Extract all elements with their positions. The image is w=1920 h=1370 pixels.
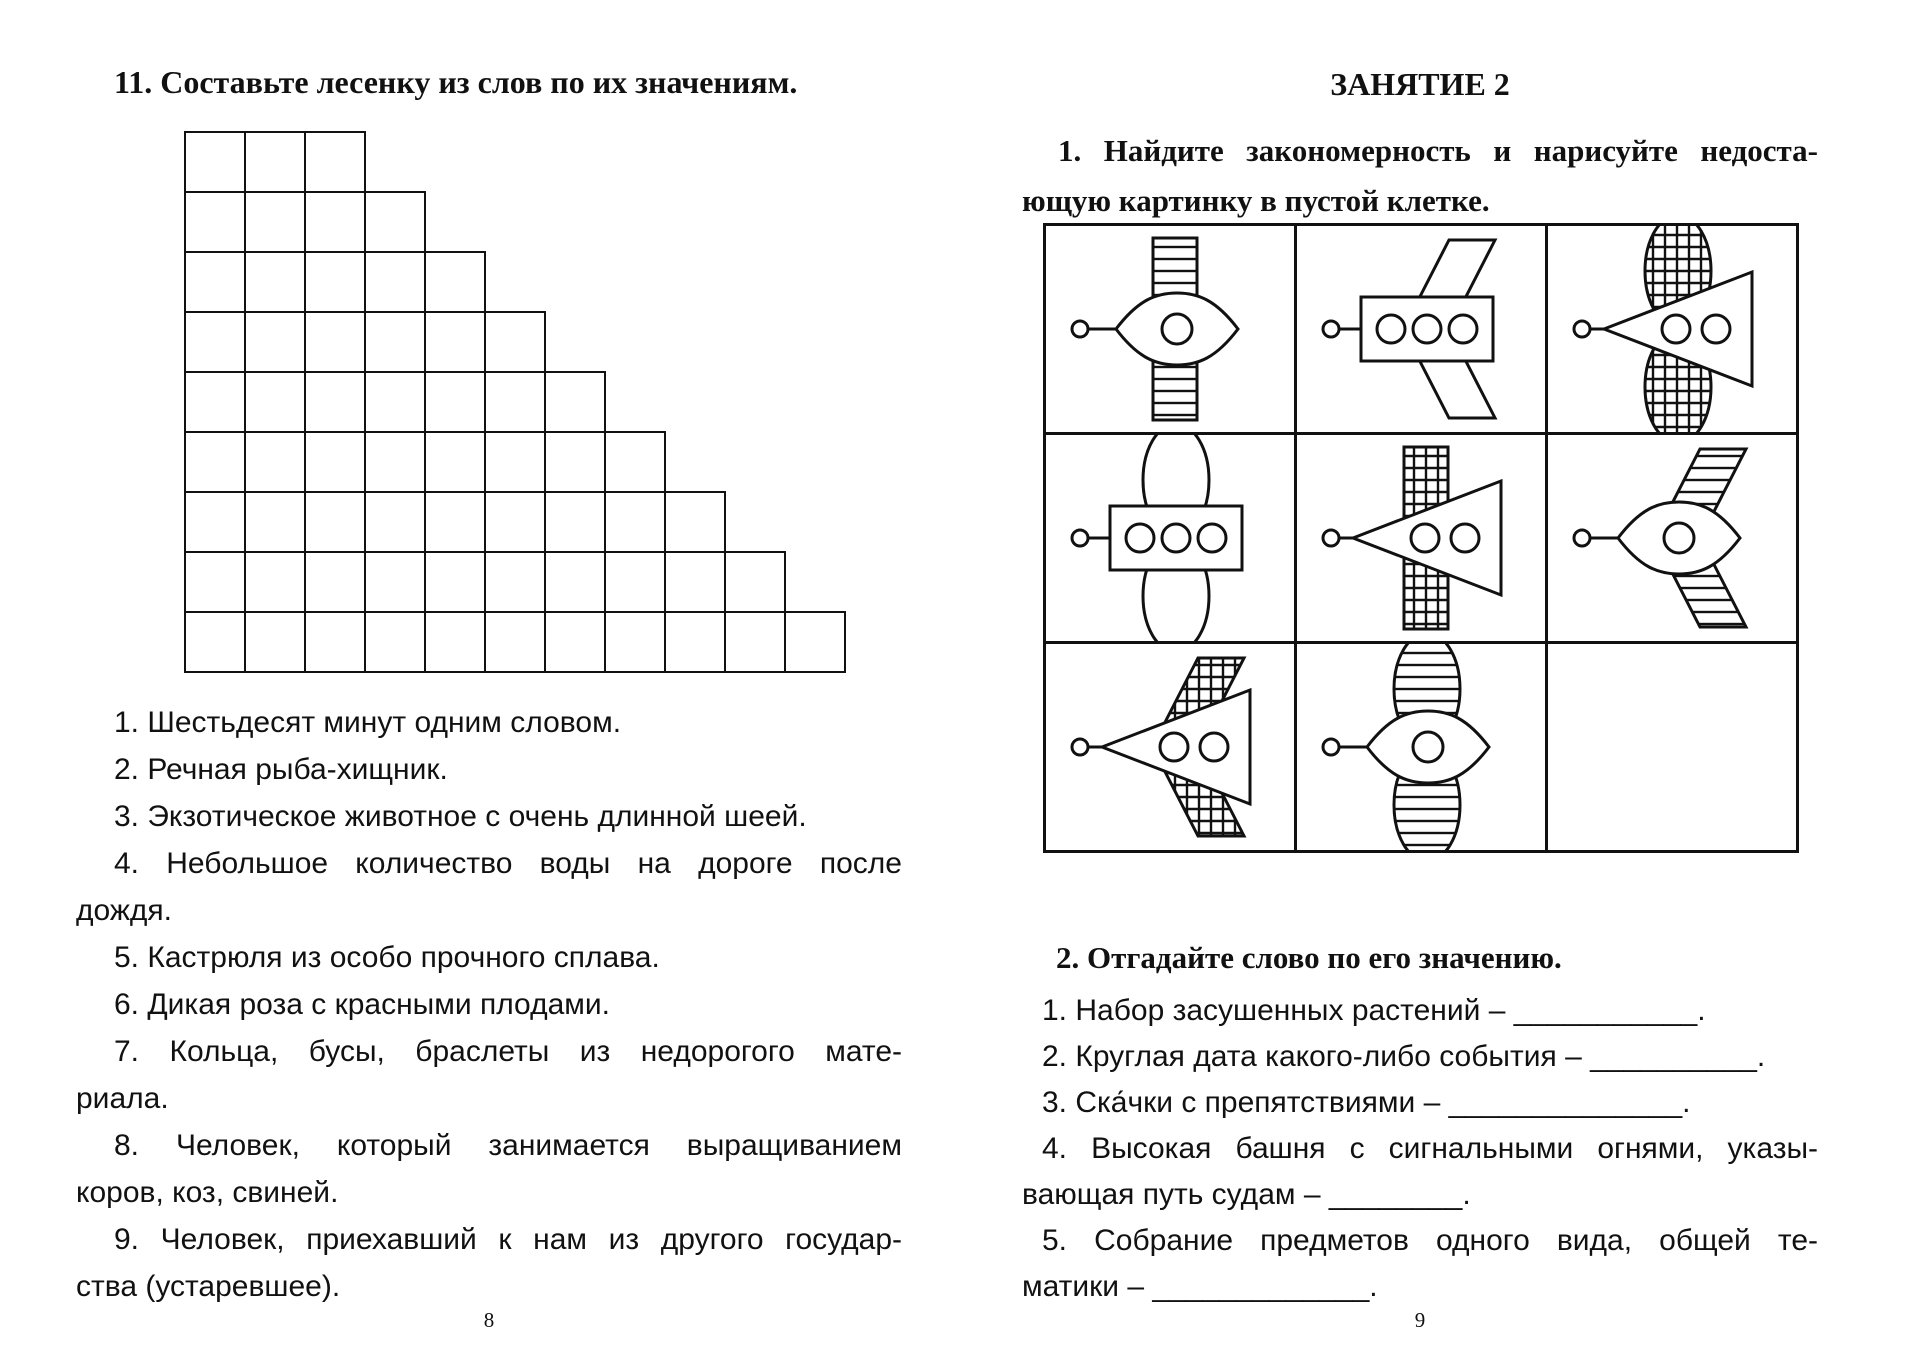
ladder-row: [184, 611, 844, 671]
clue-line: 3. Экзотическое животное с очень длинной шеей.: [114, 800, 807, 833]
ladder-cell[interactable]: [484, 431, 546, 493]
ladder-row: [184, 371, 844, 431]
clue-line: ства (устаревшее).: [76, 1270, 341, 1303]
definition-line: 2. Круглая дата какого-либо события – __________.: [1042, 1040, 1766, 1073]
clue-line: 2. Речная рыба-хищник.: [114, 753, 448, 786]
ladder-row: [184, 311, 844, 371]
ladder-cell[interactable]: [244, 431, 306, 493]
ladder-cell[interactable]: [544, 431, 606, 493]
ladder-cell[interactable]: [664, 491, 726, 553]
ladder-cell[interactable]: [244, 191, 306, 253]
ladder-row: [184, 491, 844, 551]
pattern-cell: [1046, 644, 1294, 850]
ladder-cell[interactable]: [484, 371, 546, 433]
ladder-cell[interactable]: [604, 431, 666, 493]
definition-line: вающая путь судам – ________.: [1022, 1178, 1471, 1211]
ladder-cell[interactable]: [304, 131, 366, 193]
ladder-cell[interactable]: [604, 611, 666, 673]
rocket-figure-rect3-vellipse-plain: [1046, 435, 1294, 641]
ladder-cell[interactable]: [424, 431, 486, 493]
ladder-cell[interactable]: [784, 611, 846, 673]
clue-line: 6. Дикая роза с красными плодами.: [114, 988, 610, 1021]
pattern-cell: [1297, 644, 1545, 850]
definition-line: 1. Набор засушенных растений – ___________.: [1042, 994, 1706, 1027]
rocket-figure-eye-vellipse-hstripes: [1297, 644, 1545, 850]
task1-instruction-line: ющую картинку в пустой клетке.: [1022, 183, 1490, 218]
ladder-cell[interactable]: [244, 491, 306, 553]
definition-line: 3. Ска́чки с препятствиями – ______________.: [1042, 1086, 1691, 1119]
ladder-cell[interactable]: [364, 311, 426, 373]
pattern-cell: [1046, 435, 1294, 641]
ladder-cell[interactable]: [364, 431, 426, 493]
ladder-cell[interactable]: [424, 551, 486, 613]
task2-heading: 2. Отгадайте слово по его значению.: [1056, 940, 1562, 975]
ladder-cell[interactable]: [244, 611, 306, 673]
ladder-cell[interactable]: [484, 611, 546, 673]
exercise-11-title: 11. Составьте лесенку из слов по их значениям.: [114, 64, 798, 100]
ladder-cell[interactable]: [244, 311, 306, 373]
pattern-cell: [1297, 226, 1545, 432]
task1-instruction: [1022, 126, 1818, 226]
definition-line: 5. Собрание предметов одного вида, общей те-: [1042, 1224, 1818, 1257]
task1-instruction-line: 1. Найдите закономерность и нарисуйте недоста-: [1058, 133, 1818, 168]
ladder-cell[interactable]: [364, 371, 426, 433]
rocket-figure-tri2-vellipse-grid: [1548, 226, 1796, 432]
ladder-cell[interactable]: [244, 551, 306, 613]
clue-line: дождя.: [76, 894, 173, 927]
ladder-cell[interactable]: [184, 371, 246, 433]
ladder-cell[interactable]: [184, 491, 246, 553]
clue-line: 4. Небольшое количество воды на дороге после: [114, 847, 902, 880]
ladder-cell[interactable]: [724, 611, 786, 673]
pattern-grid: [1043, 223, 1799, 853]
ladder-cell[interactable]: [244, 371, 306, 433]
clue-line: 9. Человек, приехавший к нам из другого государ-: [114, 1223, 902, 1256]
clue-line: 8. Человек, который занимается выращиванием: [114, 1129, 902, 1162]
clue-list: [76, 699, 902, 1310]
word-ladder-grid: [184, 131, 844, 671]
ladder-cell[interactable]: [244, 131, 306, 193]
ladder-cell[interactable]: [604, 491, 666, 553]
ladder-cell[interactable]: [544, 371, 606, 433]
ladder-cell[interactable]: [184, 131, 246, 193]
pattern-cell-empty[interactable]: [1548, 644, 1796, 850]
ladder-cell[interactable]: [304, 491, 366, 553]
pattern-cell: [1297, 435, 1545, 641]
ladder-cell[interactable]: [304, 371, 366, 433]
ladder-cell[interactable]: [424, 611, 486, 673]
ladder-cell[interactable]: [364, 491, 426, 553]
ladder-row: [184, 131, 844, 191]
clue-line: 1. Шестьдесят минут одним словом.: [114, 706, 622, 739]
ladder-cell[interactable]: [364, 251, 426, 313]
ladder-cell[interactable]: [304, 611, 366, 673]
ladder-cell[interactable]: [484, 311, 546, 373]
ladder-row: [184, 191, 844, 251]
ladder-row: [184, 431, 844, 491]
ladder-cell[interactable]: [484, 491, 546, 553]
clue-line: коров, коз, свиней.: [76, 1176, 339, 1209]
pattern-cell: [1046, 226, 1294, 432]
ladder-cell[interactable]: [424, 251, 486, 313]
ladder-cell[interactable]: [184, 551, 246, 613]
ladder-cell[interactable]: [544, 491, 606, 553]
ladder-cell[interactable]: [244, 251, 306, 313]
rocket-figure-eye-swept-hstripes: [1548, 435, 1796, 641]
rocket-figure-tri2-swept-grid: [1046, 644, 1294, 850]
ladder-cell[interactable]: [184, 611, 246, 673]
ladder-cell[interactable]: [184, 251, 246, 313]
ladder-cell[interactable]: [724, 551, 786, 613]
lesson-title: ЗАНЯТИЕ 2: [1330, 66, 1510, 102]
definition-list: [1022, 988, 1818, 1310]
clue-line: 5. Кастрюля из особо прочного сплава.: [114, 941, 660, 974]
rocket-figure-rect3-swept-plain: [1297, 226, 1545, 432]
ladder-cell[interactable]: [304, 431, 366, 493]
ladder-cell[interactable]: [364, 191, 426, 253]
ladder-cell[interactable]: [664, 551, 726, 613]
ladder-row: [184, 551, 844, 611]
ladder-cell[interactable]: [304, 311, 366, 373]
ladder-cell[interactable]: [184, 191, 246, 253]
ladder-cell[interactable]: [364, 551, 426, 613]
ladder-cell[interactable]: [364, 611, 426, 673]
ladder-cell[interactable]: [664, 611, 726, 673]
ladder-cell[interactable]: [544, 611, 606, 673]
clue-line: риала.: [76, 1082, 169, 1115]
definition-line: матики – _____________.: [1022, 1270, 1378, 1303]
pattern-cell: [1548, 435, 1796, 641]
ladder-cell[interactable]: [544, 551, 606, 613]
ladder-row: [184, 251, 844, 311]
ladder-cell[interactable]: [424, 491, 486, 553]
ladder-cell[interactable]: [304, 251, 366, 313]
ladder-cell[interactable]: [304, 191, 366, 253]
rocket-figure-eye-vstrip-hstripes: [1046, 226, 1294, 432]
definition-line: 4. Высокая башня с сигнальными огнями, указы-: [1042, 1132, 1818, 1165]
ladder-cell[interactable]: [484, 551, 546, 613]
ladder-cell[interactable]: [184, 431, 246, 493]
clue-line: 7. Кольца, бусы, браслеты из недорогого мате-: [114, 1035, 902, 1068]
page-number-left: 8: [483, 1308, 495, 1332]
page-number-right: 9: [1414, 1308, 1426, 1332]
ladder-cell[interactable]: [424, 311, 486, 373]
ladder-cell[interactable]: [604, 551, 666, 613]
ladder-cell[interactable]: [184, 311, 246, 373]
rocket-figure-tri2-vstrip-grid: [1297, 435, 1545, 641]
ladder-cell[interactable]: [304, 551, 366, 613]
ladder-cell[interactable]: [424, 371, 486, 433]
pattern-cell: [1548, 226, 1796, 432]
